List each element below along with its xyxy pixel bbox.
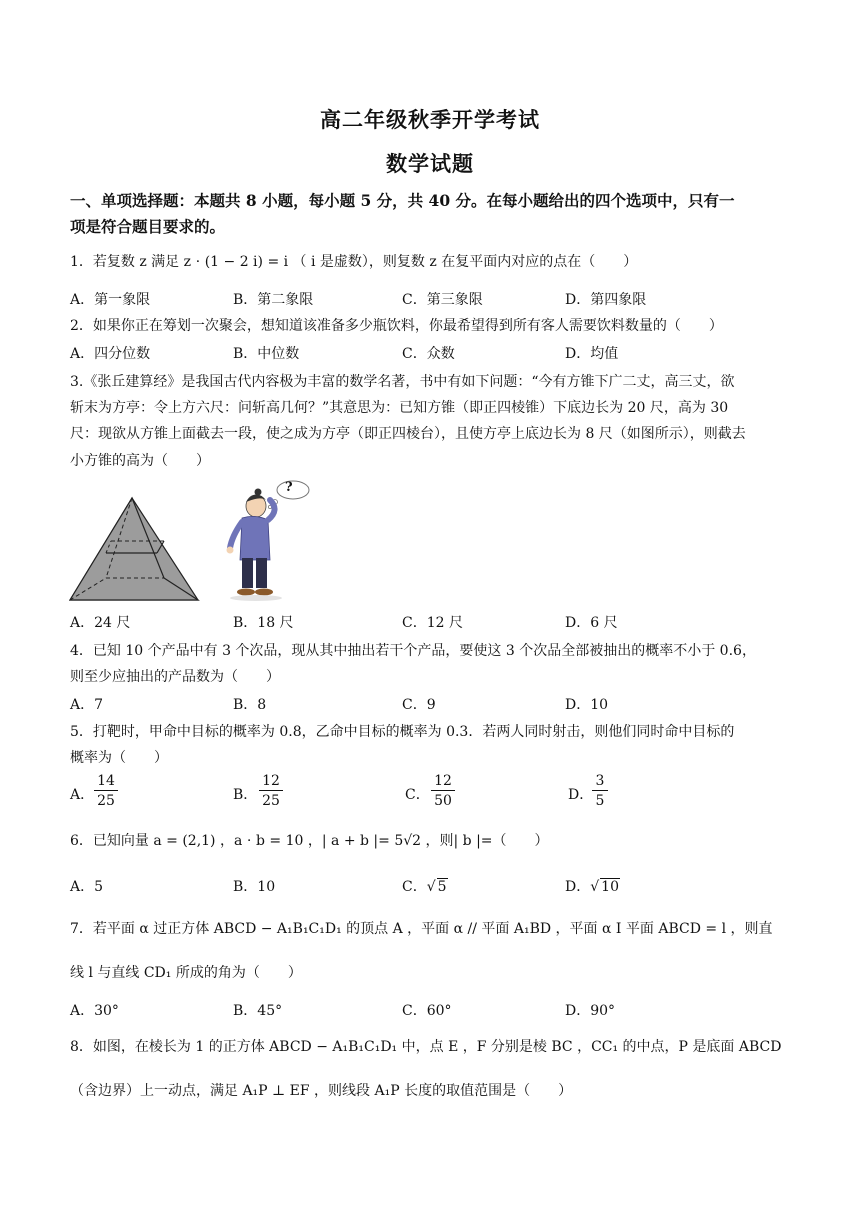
q1-stem: 1．若复数 z 满足 z ⋅ (1 − 2 i) = i （ i 是虚数），则复数 z 在复平面内对应的点在（ ） bbox=[70, 254, 638, 270]
q6-option-c-radicand: 5 bbox=[437, 879, 447, 895]
q4-option-b: B．8 bbox=[233, 697, 267, 713]
q6-option-d-label: D． bbox=[565, 879, 591, 895]
q2-option-d: D．均值 bbox=[565, 346, 619, 362]
q3-stem-line2: 斩末为方亭：令上方六尺：问斩高几何？”其意思为：已知方锥（即正四棱锥）下底边长为 20 尺，高为 30 bbox=[70, 400, 729, 416]
q5-option-c-fraction bbox=[431, 772, 455, 811]
q4-option-a: A．7 bbox=[70, 697, 104, 713]
section-heading-line1: 一、单项选择题：本题共 8 小题，每小题 5 分，共 40 分。在每小题给出的四个选项中，只有一 bbox=[70, 191, 735, 210]
q5-option-a-label: A． bbox=[70, 787, 95, 803]
q5-a-denominator: 25 bbox=[97, 793, 115, 809]
q5-c-numerator: 12 bbox=[431, 772, 455, 791]
q6-stem: 6．已知向量 a = (2,1) ，a ⋅ b = 10 ，| a + b |= 5√2 ，则| b |=（ ） bbox=[70, 833, 549, 849]
thought-bubble-text: ? bbox=[285, 480, 293, 495]
q7-option-b: B．45° bbox=[233, 1003, 283, 1019]
exam-subtitle: 数学试题 bbox=[386, 151, 474, 176]
q2-option-a: A．四分位数 bbox=[70, 346, 151, 362]
q6-option-b: B．10 bbox=[233, 879, 276, 895]
q6-option-d: D．√ 10 bbox=[565, 879, 619, 895]
exam-title: 高二年级秋季开学考试 bbox=[320, 107, 540, 132]
q2-option-b: B．中位数 bbox=[233, 346, 300, 362]
section-heading-line2: 项是符合题目要求的。 bbox=[70, 217, 226, 236]
q3-stem-line3: 尺：现欲从方锥上面截去一段，使之成为方亭（即正四棱台），且使方亭上底边长为 8 尺（如图所示），则截去 bbox=[70, 426, 746, 442]
q7-option-d: D．90° bbox=[565, 1003, 616, 1019]
q6-option-a: A．5 bbox=[70, 879, 104, 895]
q1-option-d: D．第四象限 bbox=[565, 292, 647, 308]
q5-option-d-fraction bbox=[592, 772, 608, 811]
thinking-boy-illustration bbox=[222, 478, 317, 604]
q1-option-b: B．第二象限 bbox=[233, 292, 314, 308]
q4-stem-line2: 则至少应抽出的产品数为（ ） bbox=[70, 669, 280, 685]
q4-option-c: C．9 bbox=[402, 697, 436, 713]
q5-c-denominator: 50 bbox=[434, 793, 452, 809]
q1-option-a: A．第一象限 bbox=[70, 292, 151, 308]
frustum-pyramid-figure bbox=[68, 496, 200, 602]
q3-option-b: B．18 尺 bbox=[233, 615, 294, 631]
q5-b-numerator: 12 bbox=[259, 772, 283, 791]
q5-option-b-fraction bbox=[259, 772, 283, 811]
q7-option-c: C．60° bbox=[402, 1003, 452, 1019]
q5-option-d-label: D． bbox=[568, 787, 594, 803]
q5-d-denominator: 5 bbox=[595, 793, 605, 809]
q7-option-a: A．30° bbox=[70, 1003, 119, 1019]
q5-a-numerator: 14 bbox=[94, 772, 118, 791]
q3-stem-line4: 小方锥的高为（ ） bbox=[70, 453, 210, 469]
q6-option-c-label: C． bbox=[402, 879, 427, 895]
q1-option-c: C．第三象限 bbox=[402, 292, 483, 308]
q2-stem: 2．如果你正在筹划一次聚会，想知道该准备多少瓶饮料，你最希望得到所有客人需要饮料数量的（ ） bbox=[70, 318, 723, 334]
q5-d-numerator: 3 bbox=[592, 772, 608, 791]
q5-option-a-fraction bbox=[94, 772, 118, 811]
q8-stem-line1: 8．如图，在棱长为 1 的正方体 ABCD − A₁B₁C₁D₁ 中，点 E ，F 分别是棱 BC ，CC₁ 的中点，P 是底面 ABCD bbox=[70, 1039, 782, 1055]
q4-option-d: D．10 bbox=[565, 697, 609, 713]
q3-option-a: A．24 尺 bbox=[70, 615, 131, 631]
q8-stem-line2: （含边界）上一动点，满足 A₁P ⊥ EF ，则线段 A₁P 长度的取值范围是（ ） bbox=[70, 1083, 573, 1099]
q3-stem-line1: 3.《张丘建算经》是我国古代内容极为丰富的数学名著，书中有如下问题：“今有方锥下广二丈，高三丈，欲 bbox=[70, 374, 735, 390]
q5-stem-line2: 概率为（ ） bbox=[70, 750, 168, 766]
q5-b-denominator: 25 bbox=[262, 793, 280, 809]
q5-stem-line1: 5．打靶时，甲命中目标的概率为 0.8，乙命中目标的概率为 0.3．若两人同时射击，则他们同时命中目标的 bbox=[70, 724, 735, 740]
q3-option-c: C．12 尺 bbox=[402, 615, 463, 631]
q4-stem-line1: 4．已知 10 个产品中有 3 个次品，现从其中抽出若干个产品，要使这 3 个次品全部被抽出的概率不小于 0.6， bbox=[70, 643, 756, 659]
q5-option-b-label: B． bbox=[233, 787, 258, 803]
q6-option-d-radicand: 10 bbox=[601, 879, 619, 895]
q5-option-c-label: C． bbox=[405, 787, 430, 803]
q2-option-c: C．众数 bbox=[402, 346, 455, 362]
q6-option-c: C．√ 5 bbox=[402, 879, 447, 895]
q7-stem-line1: 7．若平面 α 过正方体 ABCD − A₁B₁C₁D₁ 的顶点 A ，平面 α // 平面 A₁BD ，平面 α I 平面 ABCD = l ，则直 bbox=[70, 921, 773, 937]
q3-option-d: D．6 尺 bbox=[565, 615, 618, 631]
q7-stem-line2: 线 l 与直线 CD₁ 所成的角为（ ） bbox=[70, 965, 302, 981]
